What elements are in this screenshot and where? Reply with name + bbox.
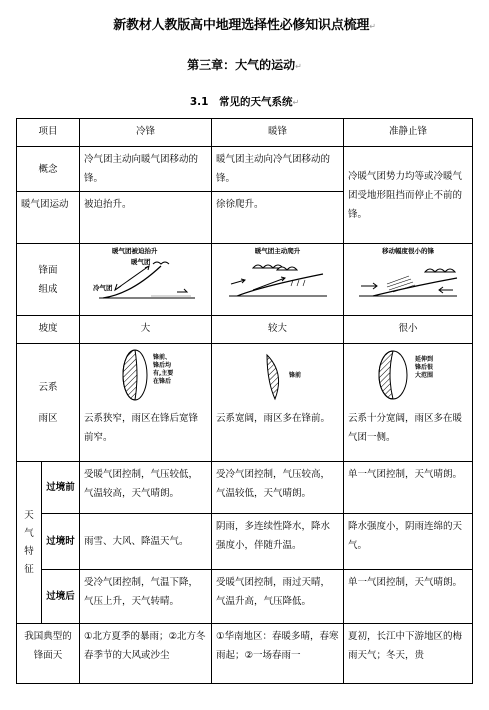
slope-label: 坡度 bbox=[17, 316, 80, 344]
clouds-cold-text: 云系狭窄，雨区在锋后宽锋前窄。 bbox=[84, 413, 199, 443]
weather-before-stationary: 单一气团控制，天气晴朗。 bbox=[344, 462, 473, 514]
slope-stationary: 很小 bbox=[344, 316, 473, 344]
weather-before-warm: 受冷气团控制，气压较高，气温较低，天气晴朗。 bbox=[212, 462, 344, 514]
header-row bbox=[17, 119, 473, 147]
concept-warm: 暖气团主动向冷气团移动的锋。 bbox=[212, 147, 344, 192]
slope-warm: 较大 bbox=[212, 316, 344, 344]
front-comparison-table bbox=[16, 118, 473, 684]
cold-front-diagram bbox=[91, 256, 201, 302]
stationary-diagram-caption: 移动幅度很小的锋 bbox=[382, 247, 435, 255]
warm-diagram-caption: 暖气团主动爬升 bbox=[254, 247, 301, 255]
cold-cold-air-label: 冷气团 bbox=[92, 284, 113, 292]
stationary-front-diagram-cell bbox=[344, 244, 473, 316]
cold-warm-air-label: 暖气团 bbox=[130, 258, 151, 266]
clouds-stationary-text: 云系十分宽阔，雨区多在暖气团一侧。 bbox=[348, 413, 463, 443]
examples-warm: ①华南地区：春暖多晴，春寒雨起；②一场春雨一 bbox=[212, 624, 344, 684]
weather-after-cold: 受冷气团控制，气温下降，气压上升，天气转晴。 bbox=[80, 570, 212, 624]
stationary-cloud-diagram bbox=[353, 347, 463, 403]
header-item: 项目 bbox=[17, 119, 80, 147]
slope-cold: 大 bbox=[80, 316, 212, 344]
concept-row bbox=[17, 147, 473, 192]
header-stationary-front: 准静止锋 bbox=[344, 119, 473, 147]
weather-group-label: 天 气 特 征 bbox=[17, 462, 42, 624]
weather-during-label: 过境时 bbox=[42, 514, 80, 570]
section-heading: 3.1 常见的天气系统↵ bbox=[189, 96, 300, 108]
svg-text:在锋后: 在锋后 bbox=[152, 378, 171, 385]
warm-air-cold: 被迫抬升。 bbox=[80, 192, 212, 244]
header-cold-front: 冷锋 bbox=[80, 119, 212, 147]
warm-front-diagram bbox=[223, 256, 333, 302]
chapter-heading: 第三章：大气的运动↵ bbox=[187, 58, 302, 72]
front-plane-row bbox=[17, 244, 473, 316]
svg-text:锋前: 锋前 bbox=[288, 372, 301, 379]
stationary-front-diagram bbox=[353, 256, 463, 302]
svg-text:大范围: 大范围 bbox=[415, 372, 434, 379]
weather-during-cold: 雨雪、大风、降温天气。 bbox=[80, 514, 212, 570]
examples-cold: ①北方夏季的暴雨；②北方冬春季节的大风或沙尘 bbox=[80, 624, 212, 684]
svg-text:延伸到: 延伸到 bbox=[415, 356, 434, 363]
weather-after-label: 过境后 bbox=[42, 570, 80, 624]
clouds-warm-text: 云系宽阔，雨区多在锋前。 bbox=[216, 413, 331, 424]
examples-label: 我国典型的锋面天 bbox=[17, 624, 80, 684]
weather-before-label: 过境前 bbox=[42, 462, 80, 514]
cold-front-diagram-cell bbox=[80, 244, 212, 316]
concept-label: 概念 bbox=[17, 147, 80, 192]
svg-text:有,主要: 有,主要 bbox=[152, 370, 173, 377]
warm-front-diagram-cell bbox=[212, 244, 344, 316]
concept-stationary: 冷暖气团势力均等或冷暖气团受地形阻挡而停止不前的锋。 bbox=[344, 147, 473, 244]
svg-text:锋后均: 锋后均 bbox=[152, 362, 171, 369]
svg-text:锋前、: 锋前、 bbox=[152, 354, 171, 361]
weather-after-stationary: 单一气团控制，天气晴朗。 bbox=[344, 570, 473, 624]
cold-cloud-diagram bbox=[91, 347, 201, 403]
svg-text:锋后很: 锋后很 bbox=[415, 364, 434, 371]
front-plane-label: 锋面 组成 bbox=[17, 244, 80, 316]
clouds-row bbox=[17, 344, 473, 462]
clouds-stationary-cell bbox=[344, 344, 473, 462]
clouds-label: 云系 雨区 bbox=[17, 344, 80, 462]
cold-diagram-caption: 暖气团被迫抬升 bbox=[112, 247, 158, 255]
weather-after-warm: 受暖气团控制，雨过天晴，气温升高，气压降低。 bbox=[212, 570, 344, 624]
warm-cloud-diagram bbox=[223, 347, 333, 403]
document-title: 新教材人教版高中地理选择性必修知识点梳理↵ bbox=[113, 18, 376, 33]
weather-before-row bbox=[17, 462, 473, 514]
concept-cold: 冷气团主动向暖气团移动的锋。 bbox=[80, 147, 212, 192]
examples-stationary: 夏初，长江中下游地区的梅雨天气；冬天，贵 bbox=[344, 624, 473, 684]
weather-during-warm: 阴雨，多连续性降水，降水强度小，伴随升温。 bbox=[212, 514, 344, 570]
examples-row bbox=[17, 624, 473, 684]
weather-during-row bbox=[17, 514, 473, 570]
clouds-warm-cell bbox=[212, 344, 344, 462]
slope-row bbox=[17, 316, 473, 344]
header-warm-front: 暖锋 bbox=[212, 119, 344, 147]
clouds-cold-cell bbox=[80, 344, 212, 462]
weather-after-row bbox=[17, 570, 473, 624]
warm-air-warm: 徐徐爬升。 bbox=[212, 192, 344, 244]
weather-before-cold: 受暖气团控制，气压较低，气温较高，天气晴朗。 bbox=[80, 462, 212, 514]
weather-during-stationary: 降水强度小，阴雨连绵的天气。 bbox=[344, 514, 473, 570]
warm-air-label: 暖气团运动 bbox=[17, 192, 80, 244]
